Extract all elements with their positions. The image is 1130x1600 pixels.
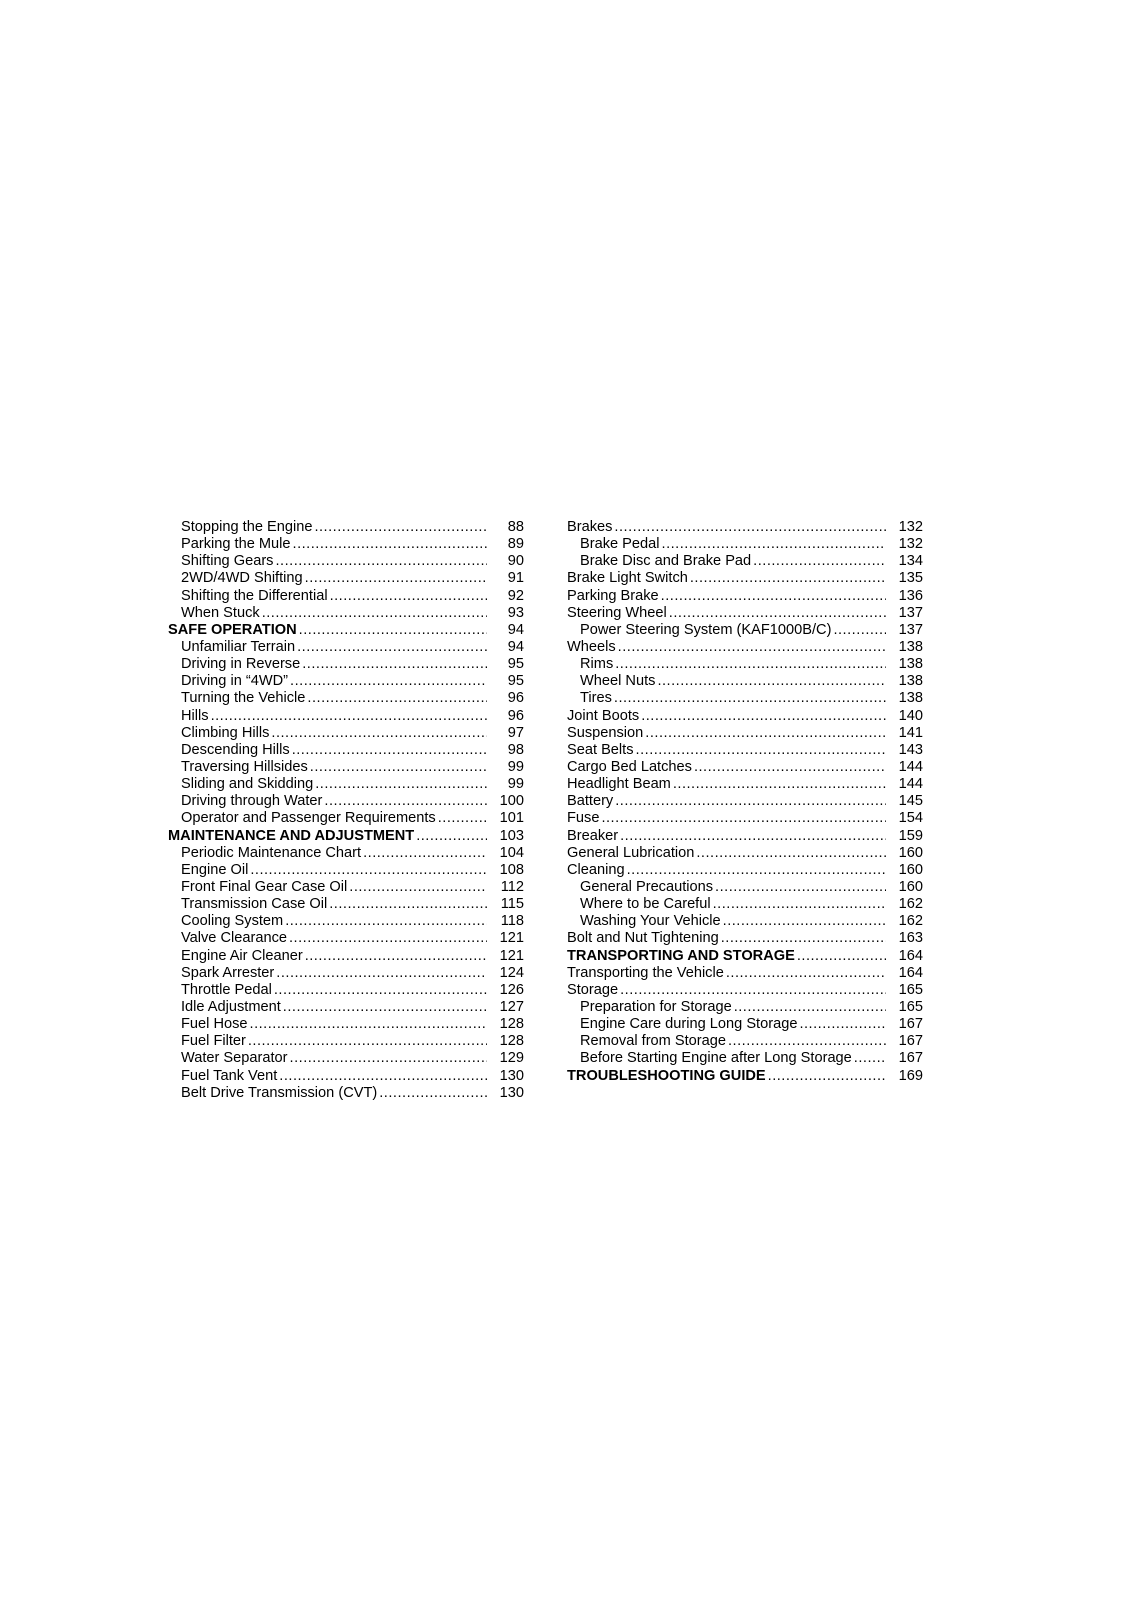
toc-dot-leader <box>279 1068 487 1085</box>
toc-page-number: 129 <box>499 1050 524 1067</box>
toc-entry[interactable] <box>567 930 923 947</box>
toc-entry[interactable] <box>567 845 923 862</box>
toc-page-number: 136 <box>898 587 923 604</box>
toc-entry[interactable] <box>567 896 923 913</box>
toc-entry-title: Rims <box>580 656 614 673</box>
toc-entry[interactable] <box>168 1068 524 1085</box>
toc-entry-title: Stopping the Engine <box>181 519 313 535</box>
toc-entry-title: Cooling System <box>181 913 284 930</box>
toc-entry[interactable] <box>567 965 923 982</box>
toc-dot-leader <box>726 965 886 982</box>
toc-page-number: 134 <box>898 553 923 570</box>
toc-dot-leader <box>314 519 487 536</box>
toc-entry-title: 2WD/4WD Shifting <box>181 570 303 587</box>
toc-section-heading[interactable] <box>168 828 524 845</box>
toc-entry[interactable] <box>567 639 923 656</box>
toc-entry[interactable] <box>168 845 524 862</box>
toc-dot-leader <box>248 1033 487 1050</box>
toc-page-number: 138 <box>898 690 923 707</box>
toc-dot-leader <box>285 913 487 930</box>
toc-entry[interactable] <box>567 553 923 570</box>
toc-section-heading[interactable] <box>567 948 923 965</box>
toc-entry-title: Fuel Hose <box>181 1016 248 1033</box>
toc-entry[interactable] <box>567 708 923 725</box>
toc-dot-leader <box>728 1033 886 1050</box>
toc-page-number: 99 <box>507 776 524 793</box>
toc-entry[interactable] <box>168 588 524 605</box>
toc-entry[interactable] <box>567 999 923 1016</box>
toc-page-number: 101 <box>499 810 524 827</box>
toc-page-number: 96 <box>507 690 524 707</box>
toc-page-number: 96 <box>507 707 524 724</box>
toc-page-number: 126 <box>499 981 524 998</box>
toc-entry[interactable] <box>567 656 923 673</box>
toc-entry-title: Descending Hills <box>181 741 290 758</box>
toc-dot-leader <box>283 999 487 1016</box>
toc-entry-title: Valve Clearance <box>181 930 287 947</box>
toc-entry-title: Cargo Bed Latches <box>567 758 692 775</box>
toc-dot-leader <box>627 862 886 879</box>
toc-page-number: 167 <box>898 1016 923 1033</box>
toc-entry-title: Steering Wheel <box>567 604 667 621</box>
toc-entry[interactable] <box>567 793 923 810</box>
toc-page-number: 95 <box>507 673 524 690</box>
toc-page-number: 144 <box>898 776 923 793</box>
toc-entry[interactable] <box>567 828 923 845</box>
toc-dot-leader <box>293 536 487 553</box>
toc-entry-title: Wheel Nuts <box>580 673 656 690</box>
toc-entry-title: Climbing Hills <box>181 724 270 741</box>
toc-entry[interactable] <box>168 639 524 656</box>
toc-page-number: 144 <box>898 758 923 775</box>
toc-entry[interactable] <box>168 793 524 810</box>
toc-entry[interactable] <box>567 588 923 605</box>
toc-entry[interactable] <box>567 776 923 793</box>
toc-dot-leader <box>657 673 886 690</box>
toc-page-number: 121 <box>499 947 524 964</box>
toc-page-number: 137 <box>898 604 923 621</box>
toc-dot-leader <box>307 690 487 707</box>
toc-entry-title: Shifting Gears <box>181 553 274 570</box>
toc-dot-leader <box>329 896 487 913</box>
toc-dot-leader <box>310 759 487 776</box>
toc-dot-leader <box>292 742 487 759</box>
toc-entry-title: Driving in Reverse <box>181 656 301 673</box>
toc-dot-leader <box>330 588 487 605</box>
toc-dot-leader <box>438 810 487 827</box>
toc-dot-leader <box>618 639 886 656</box>
toc-page-number: 130 <box>499 1067 524 1084</box>
toc-page-number: 128 <box>499 1033 524 1050</box>
toc-dot-leader <box>797 948 886 965</box>
toc-dot-leader <box>696 845 886 862</box>
toc-entry[interactable] <box>168 930 524 947</box>
toc-entry-title: Transporting the Vehicle <box>567 964 724 981</box>
toc-entry[interactable] <box>567 913 923 930</box>
toc-entry[interactable] <box>567 570 923 587</box>
toc-dot-leader <box>379 1085 487 1102</box>
toc-page-number: 138 <box>898 673 923 690</box>
toc-dot-leader <box>274 982 487 999</box>
toc-entry[interactable] <box>168 982 524 999</box>
toc-entry[interactable] <box>567 622 923 639</box>
toc-entry-title: Engine Oil <box>181 861 249 878</box>
toc-dot-leader <box>315 776 487 793</box>
toc-page-number: 98 <box>507 741 524 758</box>
toc-entry-title: Battery <box>567 793 614 810</box>
toc-dot-leader <box>661 588 886 605</box>
toc-page-number: 138 <box>898 656 923 673</box>
toc-dot-leader <box>636 742 886 759</box>
toc-page-number: 154 <box>898 810 923 827</box>
toc-dot-leader <box>289 930 487 947</box>
toc-page-number: 160 <box>898 861 923 878</box>
toc-dot-leader <box>768 1068 886 1085</box>
toc-dot-leader <box>694 759 886 776</box>
toc-page-number: 143 <box>898 741 923 758</box>
toc-entry-title: TROUBLESHOOTING GUIDE <box>567 1067 766 1084</box>
toc-page-number: 118 <box>500 913 524 930</box>
toc-entry-title: Brakes <box>567 519 613 535</box>
toc-entry-title: Cleaning <box>567 861 625 878</box>
toc-entry-title: Operator and Passenger Requirements <box>181 810 436 827</box>
toc-entry-title: Seat Belts <box>567 741 634 758</box>
toc-entry[interactable] <box>168 1033 524 1050</box>
toc-page-number: 162 <box>898 913 923 930</box>
toc-dot-leader <box>854 1050 886 1067</box>
toc-entry[interactable] <box>567 519 923 536</box>
toc-entry[interactable] <box>168 759 524 776</box>
toc-entry-title: Traversing Hillsides <box>181 758 308 775</box>
toc-entry-title: Preparation for Storage <box>580 998 732 1015</box>
toc-page-number: 160 <box>898 844 923 861</box>
toc-dot-leader <box>416 828 487 845</box>
toc-dot-leader <box>723 913 886 930</box>
toc-page-number: 89 <box>507 536 524 553</box>
toc-dot-leader <box>614 690 886 707</box>
toc-dot-leader <box>721 930 886 947</box>
toc-page-number: 88 <box>507 519 524 535</box>
toc-page-number: 169 <box>898 1067 923 1084</box>
toc-dot-leader <box>753 553 886 570</box>
toc-dot-leader <box>669 605 886 622</box>
toc-page-number: 165 <box>898 998 923 1015</box>
toc-page-number: 141 <box>898 724 923 741</box>
toc-entry-title: Tires <box>580 690 612 707</box>
toc-entry-title: Engine Air Cleaner <box>181 947 303 964</box>
toc-dot-leader <box>620 828 886 845</box>
toc-entry-title: Brake Disc and Brake Pad <box>580 553 752 570</box>
toc-page-number: 159 <box>898 827 923 844</box>
toc-dot-leader <box>271 725 487 742</box>
toc-entry[interactable] <box>168 673 524 690</box>
toc-entry-title: Bolt and Nut Tightening <box>567 930 719 947</box>
toc-dot-leader <box>349 879 487 896</box>
toc-entry-title: Idle Adjustment <box>181 998 281 1015</box>
toc-entry-title: Parking Brake <box>567 587 659 604</box>
toc-entry-title: Water Separator <box>181 1050 288 1067</box>
toc-dot-leader <box>615 656 886 673</box>
toc-entry[interactable] <box>168 605 524 622</box>
toc-entry-title: Parking the Mule <box>181 536 291 553</box>
toc-entry[interactable] <box>567 690 923 707</box>
toc-dot-leader <box>363 845 487 862</box>
toc-entry-title: Wheels <box>567 638 616 655</box>
toc-dot-leader <box>275 553 487 570</box>
toc-dot-leader <box>620 982 886 999</box>
toc-entry[interactable] <box>168 1016 524 1033</box>
toc-entry[interactable] <box>168 913 524 930</box>
toc-page-number: 103 <box>499 827 524 844</box>
toc-entry-title: SAFE OPERATION <box>168 621 297 638</box>
toc-entry[interactable] <box>567 725 923 742</box>
toc-dot-leader <box>250 862 487 879</box>
toc-entry[interactable] <box>168 553 524 570</box>
toc-entry-title: Periodic Maintenance Chart <box>181 844 362 861</box>
toc-page-number: 165 <box>898 981 923 998</box>
toc-entry[interactable] <box>567 862 923 879</box>
toc-dot-leader <box>297 639 487 656</box>
toc-entry[interactable] <box>168 519 524 536</box>
toc-dot-leader <box>662 536 886 553</box>
toc-entry-title: Driving in “4WD” <box>181 673 289 690</box>
toc-page-number: 145 <box>898 793 923 810</box>
toc-entry[interactable] <box>168 810 524 827</box>
toc-entry-title: Headlight Beam <box>567 776 671 793</box>
toc-entry-title: Unfamiliar Terrain <box>181 638 296 655</box>
toc-dot-leader <box>250 1016 487 1033</box>
toc-entry[interactable] <box>168 708 524 725</box>
toc-entry[interactable] <box>168 879 524 896</box>
toc-page-number: 95 <box>507 656 524 673</box>
toc-entry-title: Driving through Water <box>181 793 323 810</box>
toc-entry-title: Fuse <box>567 810 600 827</box>
toc-entry[interactable] <box>567 982 923 999</box>
toc-entry[interactable] <box>168 776 524 793</box>
toc-entry[interactable] <box>168 656 524 673</box>
toc-entry-title: Fuel Filter <box>181 1033 246 1050</box>
toc-entry-title: Removal from Storage <box>580 1033 726 1050</box>
toc-entry-title: Fuel Tank Vent <box>181 1067 278 1084</box>
toc-entry[interactable] <box>168 896 524 913</box>
toc-dot-leader <box>734 999 886 1016</box>
toc-section-heading[interactable] <box>168 622 524 639</box>
toc-dot-leader <box>713 896 886 913</box>
toc-entry[interactable] <box>168 690 524 707</box>
toc-entry-title: Before Starting Engine after Long Storage <box>580 1050 852 1067</box>
toc-entry-title: Engine Care during Long Storage <box>580 1016 798 1033</box>
toc-entry-title: Front Final Gear Case Oil <box>181 878 348 895</box>
toc-dot-leader <box>290 1050 487 1067</box>
toc-entry-title: Hills <box>181 707 209 724</box>
toc-page-number: 130 <box>499 1084 524 1101</box>
toc-entry-title: Turning the Vehicle <box>181 690 306 707</box>
toc-entry[interactable] <box>567 742 923 759</box>
toc-dot-leader <box>641 708 886 725</box>
toc-dot-leader <box>324 793 487 810</box>
toc-entry-title: General Lubrication <box>567 844 695 861</box>
toc-page-number: 94 <box>507 621 524 638</box>
toc-entry[interactable] <box>168 725 524 742</box>
toc-page-number: 124 <box>499 964 524 981</box>
toc-page-number: 162 <box>898 896 923 913</box>
toc-entry[interactable] <box>168 536 524 553</box>
toc-dot-leader <box>715 879 886 896</box>
toc-entry-title: MAINTENANCE AND ADJUSTMENT <box>168 827 415 844</box>
toc-entry[interactable] <box>567 605 923 622</box>
toc-dot-leader <box>290 673 487 690</box>
toc-dot-leader <box>305 570 487 587</box>
toc-entry-title: TRANSPORTING AND STORAGE <box>567 947 795 964</box>
toc-entry[interactable] <box>567 759 923 776</box>
toc-section-heading[interactable] <box>567 1068 923 1085</box>
toc-entry-title: Storage <box>567 981 619 998</box>
toc-entry[interactable] <box>567 673 923 690</box>
toc-entry-title: Belt Drive Transmission (CVT) <box>181 1084 378 1101</box>
toc-entry[interactable] <box>168 999 524 1016</box>
toc-page-number: 167 <box>898 1050 923 1067</box>
toc-entry-title: Shifting the Differential <box>181 587 328 604</box>
toc-page-number: 137 <box>898 621 923 638</box>
toc-dot-leader <box>276 965 487 982</box>
toc-page-number: 160 <box>898 878 923 895</box>
toc-entry-title: Sliding and Skidding <box>181 776 314 793</box>
toc-page-number: 104 <box>499 844 524 861</box>
toc-dot-leader <box>615 793 886 810</box>
toc-page-number: 135 <box>898 570 923 587</box>
toc-dot-leader <box>211 708 487 725</box>
toc-dot-leader <box>614 519 886 536</box>
toc-page-number: 97 <box>507 724 524 741</box>
toc-entry[interactable] <box>168 742 524 759</box>
toc-entry-title: Transmission Case Oil <box>181 896 328 913</box>
toc-dot-leader <box>601 810 886 827</box>
toc-entry-title: General Precautions <box>580 878 714 895</box>
toc-column-left <box>168 519 524 1102</box>
toc-entry-title: Spark Arrester <box>181 964 275 981</box>
toc-entry-title: Suspension <box>567 724 644 741</box>
toc-dot-leader <box>302 656 487 673</box>
toc-page-number: 99 <box>507 758 524 775</box>
toc-entry-title: Breaker <box>567 827 619 844</box>
toc-page-number: 92 <box>507 587 524 604</box>
toc-column-right <box>555 519 923 1085</box>
toc-entry[interactable] <box>567 1016 923 1033</box>
toc-entry[interactable] <box>567 879 923 896</box>
toc-entry[interactable] <box>567 1050 923 1067</box>
toc-page-number: 94 <box>507 638 524 655</box>
toc-entry[interactable] <box>168 965 524 982</box>
toc-entry[interactable] <box>567 1033 923 1050</box>
toc-dot-leader <box>262 605 487 622</box>
toc-page-number: 112 <box>500 878 524 895</box>
toc-page-number: 140 <box>898 707 923 724</box>
toc-entry-title: Where to be Careful <box>580 896 711 913</box>
toc-page-number: 90 <box>507 553 524 570</box>
toc-page-number: 132 <box>898 519 923 535</box>
toc-dot-leader <box>305 948 487 965</box>
toc-page-number: 167 <box>898 1033 923 1050</box>
toc-entry-title: Throttle Pedal <box>181 981 272 998</box>
toc-dot-leader <box>799 1016 886 1033</box>
toc-page-number: 163 <box>898 930 923 947</box>
toc-entry[interactable] <box>567 810 923 827</box>
toc-page-number: 164 <box>898 947 923 964</box>
toc-page-number: 138 <box>898 638 923 655</box>
toc-dot-leader <box>645 725 886 742</box>
toc-entry-title: Washing Your Vehicle <box>580 913 721 930</box>
toc-entry[interactable] <box>168 862 524 879</box>
toc-page-number: 93 <box>507 604 524 621</box>
toc-entry-title: When Stuck <box>181 604 260 621</box>
toc-dot-leader <box>833 622 886 639</box>
toc-page-number: 100 <box>499 793 524 810</box>
toc-dot-leader <box>673 776 886 793</box>
toc-page-number: 127 <box>499 998 524 1015</box>
toc-entry[interactable] <box>168 1050 524 1067</box>
toc-dot-leader <box>690 570 886 587</box>
toc-entry[interactable] <box>168 1085 524 1102</box>
toc-entry-title: Joint Boots <box>567 707 640 724</box>
toc-page-number: 121 <box>499 930 524 947</box>
toc-page-number: 91 <box>507 570 524 587</box>
toc-page-number: 115 <box>500 896 524 913</box>
toc-entry-title: Brake Light Switch <box>567 570 688 587</box>
toc-page-number: 132 <box>898 536 923 553</box>
toc-page-number: 128 <box>499 1016 524 1033</box>
toc-entry[interactable] <box>567 536 923 553</box>
toc-entry-title: Brake Pedal <box>580 536 660 553</box>
toc-entry[interactable] <box>168 948 524 965</box>
toc-entry[interactable] <box>168 570 524 587</box>
toc-dot-leader <box>299 622 487 639</box>
toc-page-number: 164 <box>898 964 923 981</box>
toc-page-number: 108 <box>499 861 524 878</box>
toc-entry-title: Power Steering System (KAF1000B/C) <box>580 621 832 638</box>
